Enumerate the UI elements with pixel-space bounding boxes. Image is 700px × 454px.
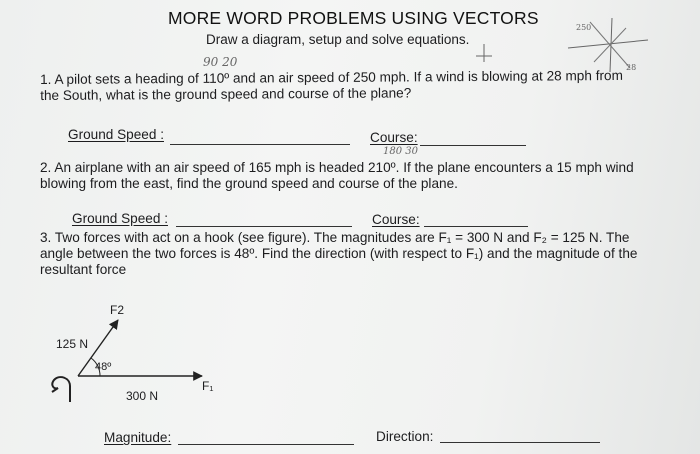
problem-1-body: A pilot sets a heading of 110º and an air speed of 250 mph. If a wind is blowing at 28 mph from the South, what is the ground speed and course of the plane? xyxy=(40,67,623,103)
problem-3-magnitude-label: Magnitude: xyxy=(104,430,172,445)
problem-2-course-blank[interactable] xyxy=(424,226,528,227)
problem-2-text xyxy=(40,160,640,192)
problem-3-body: Two forces with act on a hook (see figure). The magnitudes are F₁ = 300 N and F₂ = 125 N. The angle between the two forces is 48º. Find the direction (with respect to F₁) and the magnitude of the resultant force xyxy=(40,230,638,277)
problem-1-ground-speed-blank[interactable] xyxy=(170,144,350,145)
f1-magnitude: 300 N xyxy=(126,389,159,403)
sketch-label-top: 250 xyxy=(576,23,592,32)
problem-3-direction-blank[interactable] xyxy=(440,442,600,443)
problem-2-body: An airplane with an air speed of 165 mph is headed 210º. If the plane encounters a 15 mph wind blowing from the east, find the ground speed and course of the plane. xyxy=(40,160,634,191)
page-subtitle: Draw a diagram, setup and solve equations. xyxy=(206,32,470,47)
problem-2-course-label: Course: xyxy=(372,212,420,227)
page-title: MORE WORD PROBLEMS USING VECTORS xyxy=(168,8,539,28)
handwritten-arrow xyxy=(474,42,498,64)
problem-3-text xyxy=(40,230,640,278)
problem-3-direction-label: Direction: xyxy=(376,429,434,444)
problem-1-number: 1. xyxy=(40,71,52,87)
f2-label: F2 xyxy=(110,303,125,317)
f1-label: F₁ xyxy=(202,379,214,393)
problem-3-magnitude-blank[interactable] xyxy=(178,444,354,445)
handwritten-angle-note-1: 90 20 xyxy=(203,55,238,69)
problem-1-course-label: Course: xyxy=(370,130,418,145)
f2-magnitude: 125 N xyxy=(56,337,89,351)
problem-1-ground-speed-label: Ground Speed : xyxy=(68,127,164,142)
handwritten-vector-sketch xyxy=(560,12,660,74)
sketch-label-side: 28 xyxy=(626,63,637,72)
force-diagram xyxy=(40,300,230,412)
angle-label: 48º xyxy=(95,361,112,373)
problem-1-course-blank[interactable] xyxy=(420,145,526,146)
handwritten-angle-note-2: 180 30 xyxy=(383,146,418,157)
problem-3-number: 3. xyxy=(40,230,52,245)
problem-2-ground-speed-label: Ground Speed : xyxy=(72,211,168,226)
problem-2-ground-speed-blank[interactable] xyxy=(176,226,352,227)
problem-1-text xyxy=(40,68,640,104)
problem-2-number: 2. xyxy=(40,160,52,175)
